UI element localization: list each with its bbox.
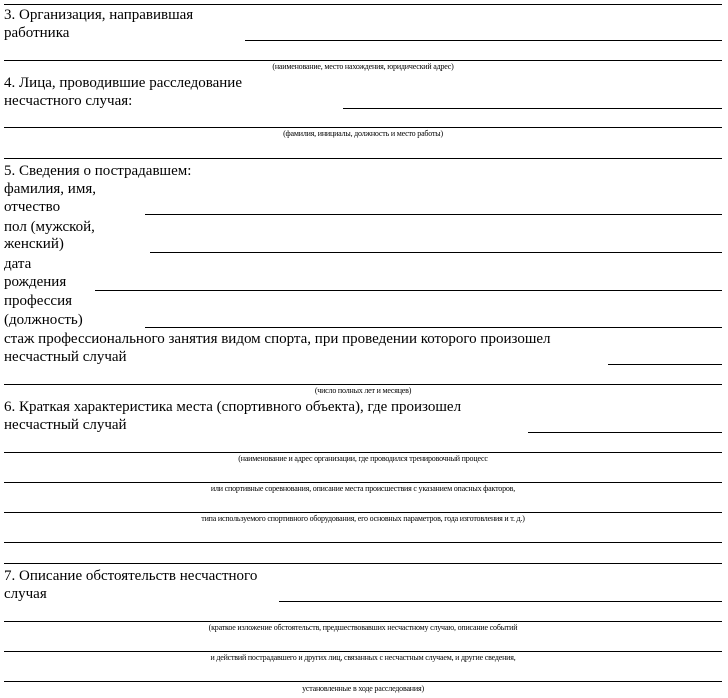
sex-label-cont: женский) [4,236,64,252]
section6-field-line-4[interactable] [4,512,722,513]
section3-title: 3. Организация, направившая [4,7,194,23]
birth-field-line[interactable] [95,290,722,291]
section6-field-line-2[interactable] [4,452,722,453]
profession-field-line[interactable] [145,327,722,328]
section7-note-2: и действий пострадавшего и других лиц, связанных с несчастным случаем, и другие сведения, [210,653,516,662]
section4-field-line-2[interactable] [4,127,722,128]
experience-label: стаж профессионального занятия видом спорта, при проведении которого произошел [4,331,551,347]
section7-note-1: (краткое изложение обстоятельств, предшествовавших несчастному случаю, описание событий [208,623,518,632]
section6-note-3: типа используемого спортивного оборудования, его основных параметров, года изготовления и т. д.) [201,514,525,523]
experience-field-line[interactable] [608,364,722,365]
section7-field-line[interactable] [279,601,722,602]
section6-field-line-6[interactable] [4,563,722,564]
section6-note-2: или спортивные соревнования, описание места происшествия с указанием опасных факторов, [210,484,516,493]
section6-note-1: (наименование и адрес организации, где проводился тренировочный процесс [238,454,488,463]
section7-title-cont: случая [4,586,47,602]
section6-field-line-3[interactable] [4,482,722,483]
name-label: фамилия, имя, [4,181,96,197]
section4-field-line[interactable] [343,108,722,109]
experience-label-cont: несчастный случай [4,349,127,365]
top-rule [4,4,722,5]
section4-field-line-3[interactable] [4,158,722,159]
section7-title: 7. Описание обстоятельств несчастного [4,568,258,584]
experience-note: (число полных лет и месяцев) [314,386,412,395]
section6-title: 6. Краткая характеристика места (спортивного объекта), где произошел [4,399,462,415]
experience-field-line-2[interactable] [4,384,722,385]
sex-label: пол (мужской, [4,219,95,235]
section6-title-cont: несчастный случай [4,417,127,433]
sex-field-line[interactable] [150,252,722,253]
section7-field-line-4[interactable] [4,681,722,682]
section3-note: (наименование, место нахождения, юридический адрес) [272,62,454,71]
section4-title-cont: несчастного случая: [4,93,133,109]
section4-title: 4. Лица, проводившие расследование [4,75,242,91]
section5-title: 5. Сведения о пострадавшем: [4,163,192,179]
profession-label: профессия [4,293,73,309]
section7-field-line-2[interactable] [4,621,722,622]
section3-field-line[interactable] [245,40,722,41]
name-field-line[interactable] [145,214,722,215]
profession-label-cont: (должность) [4,312,83,328]
birth-label-cont: рождения [4,274,67,290]
section6-field-line-5[interactable] [4,542,722,543]
birth-label: дата [4,256,32,272]
section4-note: (фамилия, инициалы, должность и место работы) [283,129,443,138]
section3-field-line-2[interactable] [4,60,722,61]
section3-title-cont: работника [4,25,70,41]
section6-field-line[interactable] [528,432,722,433]
section7-note-3: установленные в ходе расследования) [302,684,424,693]
section7-field-line-3[interactable] [4,651,722,652]
name-label-cont: отчество [4,199,61,215]
